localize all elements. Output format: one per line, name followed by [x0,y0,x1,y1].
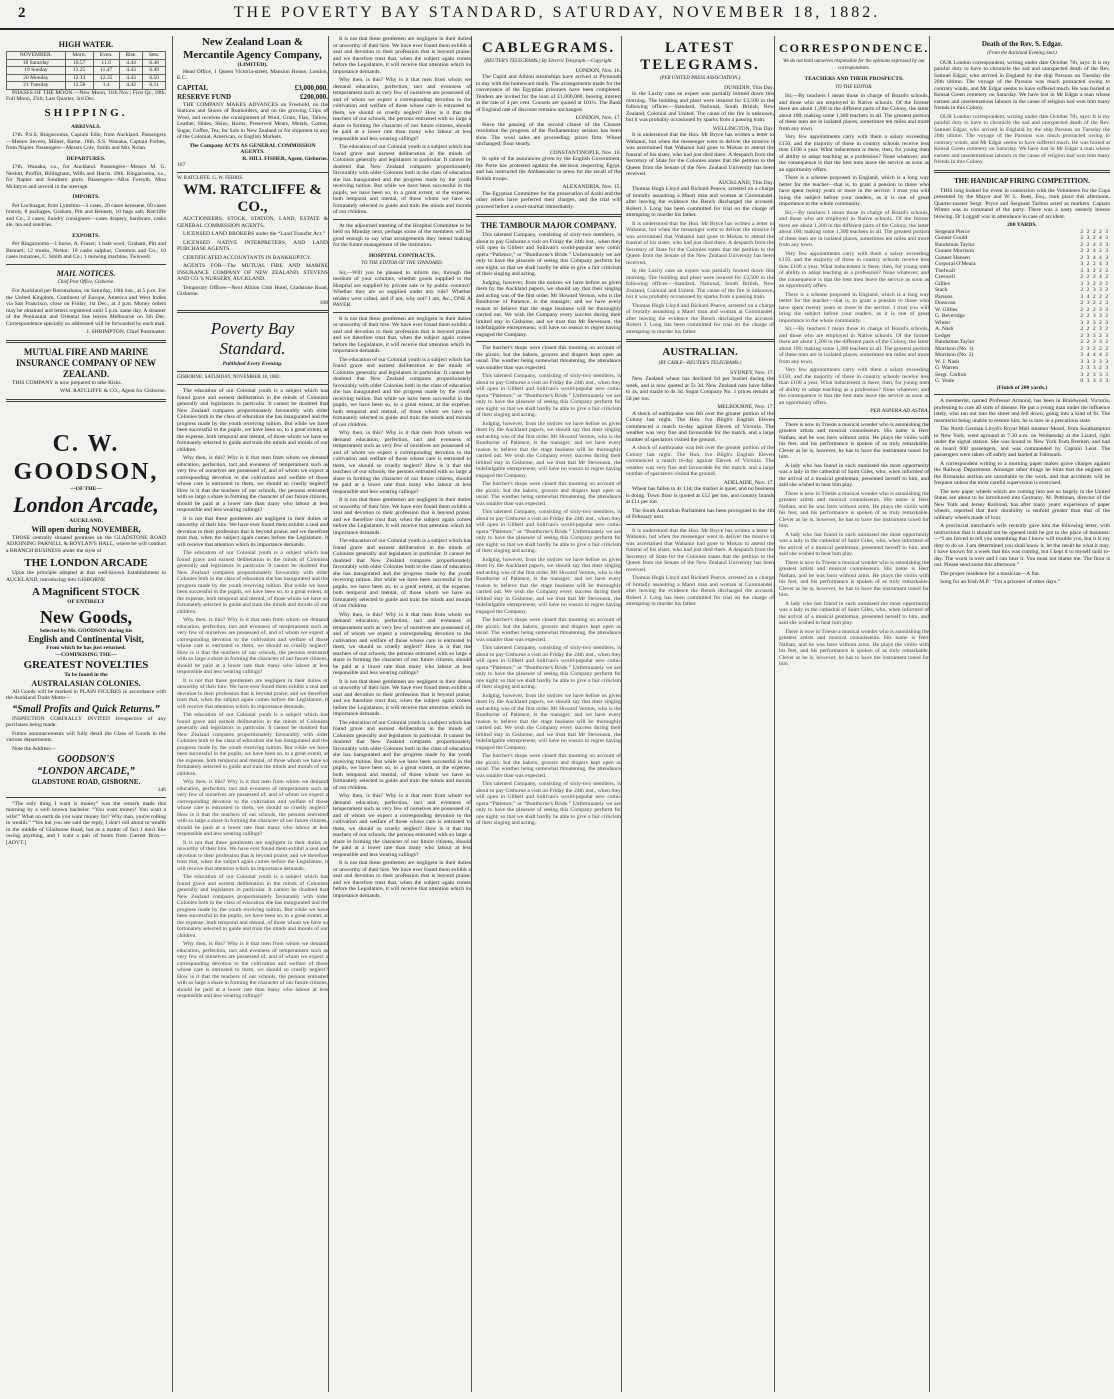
shipping-heading: SHIPPING. [44,106,128,119]
mutual-text: THIS COMPANY is now prepared to take Risks. [12,379,122,386]
misc-steamer: The North German Lloyd's Royal Mail steamer Mosel, from Southampton to New York, went aground at 7.30 a.m. on Wednesday at the Lizard, right under the signal station. She was bound to New York from Bremen, and had on board 600 passengers, and was commanded by Captain Leist. The passengers were taken off safely and landed at Falmouth. [934,426,1110,458]
cablegrams-heading: CABLEGRAMS. [481,40,616,56]
competitor-name: Creswell [935,274,955,280]
goodson-name: C. W. GOODSON, [13,430,159,485]
boots-joke: “The only thing I want is money” was the remark made this morning by a well known bachelor. “You want money! You want a wife!” What on earth do you want money for? Why man, you're rolling in wealth.” “Yes but you see said the reply, I don't roll about to wealth in the middle of Gladstone Road, but as a matter of fact I don't like owing anything, and I want a pair of boots from Garrett Bros.—[ADVT.] [6,800,166,846]
competitor-name: Gunner Hansen [935,254,970,261]
tambour-p1: This talented Company, consisting of sixty-two members, is about to pay Gisborne a visit on Friday the 24th inst., when they will open in Gilbert and Sullivan's world-popular new comic opera “Patience,” or “Bunthorne's Bride.” Unfortunately we are only to have the pleasure of seeing this Company perform for one night; so that we shall hardly be able to give a fair criticism of their singing and acting. [476,232,621,277]
mutual-agent: WM. RATCLIFFE & CO., Agent for Gisborne. [60,388,166,394]
competitor-name: W. Gillies [935,306,958,313]
table-cell: 4.43 [119,67,143,75]
nzloan-head-office: Head Office, 1 Queen Victoria-street, Mansion House, London, E.C. [177,68,328,81]
goodson-australasian: AUSTRALASIAN COLONIES. [31,678,141,688]
goodson-plain: All Goods will be marked in PLAIN FIGURES in accordance with the Auckland Trade Motto— [6,688,166,701]
death-heading: Death of the Rev. S. Edgar. [981,40,1063,48]
mail-text: For Auckland per Rotomahana, on Saturday, 18th inst., at 5 p.m. For the United Kingdom, Continent of Europe, America and West Indies via San Francisco, close on Friday, 1st Dec., at 3 p.m. Money orders may be obtained and letters registered until 5 p.m. same day. A steamer of the Peninsular and Oriental line leaves Melbourne on 5th Dec. Correspondence specially so addressed will be forwarded by each mail. [6,288,166,327]
goodson-from: From which he has just returned. [46,645,126,651]
competitor-scores: 2 2 2 3 3 [1080,306,1109,313]
competitor-scores: 3 2 3 3 3 [1080,371,1109,378]
goodson-entirely: OF ENTIRELY [67,599,105,605]
tambour-p2-cont: Judging, however, from the notices we have before us given them by the Auckland papers, we should say that their singing and acting was of the first order. Mr Howard Vernon, who is the Bunthorne of Patience, is the manager; and we have every reason to believe that the stage business will be thoroughly carried out. We wish the Company every success during their limited stay in Gisborne, and we trust that Mr Stevenson, the indefatigable entrepreneur, will have no reason to regret having engaged the Company. [476,420,621,479]
competitor-scores: 3 3 2 3 3 [1080,358,1109,365]
alexandria-text: The Egyptian Committee for the prosecution of Arabi and the other rebels have preferred their charges, and the trial will proceed before a court-martial immediately. [476,190,621,210]
competitor-scores: 2 2 3 3 2 [1080,287,1109,293]
ratcliffe-line-2: LICENSED LAND BROKERS under the “Land Transfer Act.” [183,231,326,237]
column-7 [929,36,1110,1392]
leader-p3-cont: It is not that these gentlemen are negligent in their duties or unworthy of their hire. We have ever found them exhibit a zeal and devotion to their profession that is beyond praise; and we therefore trust that, when the subject again comes before the Legislature, it will receive that attention which its importance demands. [177,677,328,710]
page-number: 2 [18,5,26,21]
saint-giles-text: A lady who has found in such unmissed the most opportunity was a lady in the cathedral of Saint Giles, who, when informed of the arrival of a musical gentleman, presented herself to him, and said she wished to hear him play. [779,462,929,488]
competitor-name: Winter [935,319,951,326]
table-row [7,67,166,75]
tides-table [6,51,166,90]
adelaide-dateline: ADELAIDE, Nov. 17. [723,479,774,486]
leader-cont-p1-d: The education of our Colonial youth is a subject which has found grave and earnest deliberation in the minds of Colonists generally and legislators in particular. It cannot be doubted that New Zealand compares proportionately favourably with older Colonies both in the class of education she has inaugurated and the progress made by the youth receiving tuition. But while we have been successful in the pupils, we have been so, to a great extent, at the expense, both temporal and mental, of those whom we have so fortunately selected to guide and train the minds and morals of our children. [333,719,471,791]
goodson-address-2: “LONDON ARCADE,” [37,766,135,777]
leader-cont-p3-c: It is not that these gentlemen are negligent in their duties or unworthy of their hire. We have ever found them exhibit a zeal and devotion to their profession that is beyond praise; and we therefore trust that, when the subject again comes before the Legislature, it will receive that attention which its importance demands. [333,497,471,536]
melbourne-text: A shock of earthquake was felt over the greater portion of the Colony last night. The Hon. Ivo Bligh's English Eleven commenced a match to-day against Eleven of Victoria. The weather was very fine and favourable for the match, and a large number of spectators visited the ground. [626,410,774,443]
competitor-scores: 3 2 3 2 3 [1080,319,1109,326]
nzloan-ad-number: 107 [177,162,186,168]
nzloan-reserve-label: RESERVE FUND [177,92,232,101]
table-cell: 4.43 [119,74,143,82]
leader-p3-cont2: It is not that these gentlemen are negligent in their duties or unworthy of their hire. We have ever found them exhibit a zeal and devotion to their profession that is beyond praise; and we therefore trust that, when the subject again comes before the Legislature, it will receive that attention which its importance demands. [177,839,328,872]
leader-p1-cont: The education of our Colonial youth is a subject which has found grave and earnest deliberation in the minds of Colonists generally and legislators in particular. It cannot be doubted that New Zealand compares proportionately favourably with older Colonies both in the class of education she has inaugurated and the progress made by the youth receiving tuition. But while we have been successful in the pupils, we have been so, to a great extent, at the expense, both temporal and mental, of those whom we have so fortunately selected to guide and train the minds and morals of our children. [177,550,328,615]
table-cell: 12.58 [65,82,93,90]
table-cell: 12.35 [93,74,119,82]
column-4 [471,36,621,1392]
goodson-style: THE LONDON ARCADE [24,557,148,569]
imports-text: Per Lochnagar, from Lyttelton—3 cases, 20 cases kerosene, 60 cases brandy, 8 packages; Graham, Pitt and Bennett, 10 bags salt; Ratcliffe and Co., 2 cases; Sundry consignees—cases drapery, hardware, casks ale, tea and sundries. [6,202,166,228]
competitor-name: A. Nash [935,326,954,332]
mail-signature: J. SHRIMPTON, Chief Postmaster. [86,329,166,335]
teachers-p1-cont: Sir,—By teachers I mean those in charge of Board's schools, and those who are employed in Native schools. Of the former there are about 1,200 in the different parts of the Colony, the latter about 100; making some 1,300 teachers in all. The greatest portion of these men are in isolated places, sometimes ten miles and more from any town. [779,209,929,248]
nzloan-text: THE COMPANY MAKES ADVANCES on Freehold, on the Stations and Stores of Runholders, and on the growing Clips of Wool, and receives the consignment of Wool, Grain, Flax, Tallow, Leather, Hides, Skins, Horns, Preserved Meats, Metals, Cotton, Sugar, Coffee, Tea, for Sale in New Zealand or for shipment to any of the Colonial, American, or English Markets. [177,101,328,140]
table-cell: 11.0 [93,59,119,67]
tambour-p3-cont3: The butcher's shops were closed this morning on account of the picnic; but the bakers, grocers and drapers kept open as usual. The weather being somewhat threatening, the attendance was smaller than was expected. [476,753,621,779]
table-row [7,59,166,67]
london-text: The Cupid and Albion steamships have arrived at Plymouth to day with the homeward mails. The arrangements made for the conveyance of the Egyptian prisoners have been completed. Tenders are invited for the loan of £1,000,000, bearing interest at the rate of 4 per cent. Consols are quoted at 101¼. The Bank of England rate of discount remains unchanged. [476,74,621,113]
goodson-novelties: GREATEST NOVELTIES [23,659,149,671]
australian-sub: (BY CABLE—REUTER'S TELEGRAMS.) [658,361,742,366]
leader-cont-p3: It is not that these gentlemen are negligent in their duties or unworthy of their hire. We have ever found them exhibit a zeal and devotion to their profession that is beyond praise; and we therefore trust that, when the subject again comes before the Legislature, it will receive that attention which its importance demands. [333,36,471,75]
table-cell: 20 Monday [7,74,66,82]
table-cell: 4.44 [119,59,143,67]
ratcliffe-line-4: CERTIFICATED ACCOUNTANTS IN BANKRUPTCY. [183,254,312,261]
competitor-scores: 2 2 4 3 3 [1080,241,1109,248]
mail-heading: MAIL NOTICES. [56,268,116,278]
mutual-heading: MUTUAL FIRE AND MARINE INSURANCE COMPANY OF NEW ZEALAND. [16,346,156,379]
competitor-scores: 3 3 2 2 2 [1080,267,1109,274]
goodson-ad-number: 146 [157,787,166,793]
sydney2-text: The South Australian Parliament has been prorogued to the 4th of February next. [626,507,774,520]
table-cell: 19 Sunday [7,67,66,75]
teachers-p3-cont: There is a scheme proposed in England, which is a long way better for the teacher—that is, to grant a pension to those who have spent twenty years or more in the service. I trust you will bring the subject before your readers, as it is one of great importance to the whole community. [779,291,929,324]
paper-published: Published Every Evening. [222,361,283,367]
table-header: Rise. [119,52,143,60]
teachers-p2-cont: Very few appointments carry with them a salary exceeding £150, and the majority of those in country schools receive less than £100 a year. What inducement is there, then, for young men of ability to adopt teaching as a profession? None whatever; and the consequence is that the best men leave the service as soon as an opportunity offers. [779,250,929,289]
table-cell: 6.50 [143,74,166,82]
nzloan-capital-label: CAPITAL [177,83,208,92]
sydney-text: New Zealand wheat has declined 6d per bushel during the week, and is now quoted at 5s 3d. New Zealand oats have fallen to 4s, and maize to 4s 3d. Sugar Company No. 1 prices remain at 5d per ton. [626,376,774,402]
death-sub: (From the Auckland Evening Star.) [987,51,1057,56]
leader-cont-p2-b: Why then, is this? Why is it that men from whom we demand education, perfection, tact and evenness of temperament such as very few of ourselves are possessed of, and of whom we expect a corresponding devotion to the cultivation and welfare of those whose care is entrusted to them, we should so cruelly neglect? How is it that the teachers of our schools, the persons entrusted with so large a share in forming the character of our future citizens, should be paid at a lower rate than many who labour at less responsible and less wearing callings? [333,430,471,495]
table-header: Sets. [143,52,166,60]
table-cell: 11.47 [93,67,119,75]
trieste-text-cont: There is now in Trieste a musical wonder who is astonishing the greatest artists and musical connoisseurs. His name is Herr Nathan, and he was born without arms. He plays the violin with his feet, and his performance is spoken of as truly remarkable. Clever as he is, however, he has to have the instrument tuned for him. [779,490,929,529]
goodson-note: Note the Address— [12,745,57,752]
saint-giles-text-cont2: A lady who has found in such unmissed the most opportunity was a lady in the cathedral of Saint Giles, who, when informed of the arrival of a musical gentleman, presented herself to him, and said she wished to hear him play. [779,600,929,626]
ratcliffe-firm: WM. RATCLIFFE & CO., [183,182,322,215]
hospital-letter-sub: TO THE EDITOR OF THE STANDARD. [361,261,443,266]
competitor-name: Morrison (No. 2) [935,352,974,358]
leader-cont-p1: The education of our Colonial youth is a subject which has found grave and earnest deliberation in the minds of Colonists generally and legislators in particular. It cannot be doubted that New Zealand compares proportionately favourably with older Colonies both in the class of education she has inaugurated and the progress made by the youth receiving tuition. But while we have been successful in the pupils, we have been so, to a great extent, at the expense, both temporal and mental, of those whom we have so fortunately selected to guide and train the minds and morals of our children. [333,144,471,215]
goodson-address-1: GOODSON'S [57,754,115,765]
page-header [0,0,1114,30]
table-cell: 6.49 [143,67,166,75]
tambour-p2-cont2: Judging, however, from the notices we have before us given them by the Auckland papers, we should say that their singing and acting was of the first order. Mr Howard Vernon, who is the Bunthorne of Patience, is the manager; and we have every reason to believe that the stage business will be thoroughly carried out. We wish the Company every success during their limited stay in Gisborne, and we trust that Mr Stevenson, the indefatigable entrepreneur, will have no reason to regret having engaged the Company. [476,556,621,615]
auckland-text-cont2: Thomas Hugh Lloyd and Richard Pearce, arrested on a charge of brutally assaulting a Maori man and woman at Coromandel, after leaving the evidence the Bench discharged the accused. Robert J. Long has been committed for trial on the charge of attempting to murder his father. [626,575,774,607]
leader-p2-cont3: Why then, is this? Why is it that men from whom we demand education, perfection, tact and evenness of temperament such as very few of ourselves are possessed of, and of whom we expect a corresponding devotion to the cultivation and welfare of those whose care is entrusted to them, we should so cruelly neglect? How is it that the teachers of our schools, the persons entrusted with so large a share in forming the character of our future citizens, should be paid at a lower rate than many who labour at less responsible and less wearing callings? [177,941,328,999]
leader-cont-p1-b: The education of our Colonial youth is a subject which has found grave and earnest deliberation in the minds of Colonists generally and legislators in particular. It cannot be doubted that New Zealand compares proportionately favourably with older Colonies both in the class of education she has inaugurated and the progress made by the youth receiving tuition. But while we have been successful in the pupils, we have been so, to a great extent, at the expense, both temporal and mental, of those whom we have so fortunately selected to guide and train the minds and morals of our children. [333,356,471,428]
competitor-scores: 3 2 2 4 3 [1080,261,1109,267]
departures-heading: DEPARTURES. [66,155,106,162]
competitor-scores: 2 3 3 2 3 [1080,332,1109,339]
arrivals-heading: ARRIVALS. [71,123,101,130]
tambour-p2: Judging, however, from the notices we have before us given them by the Auckland papers, we should say that their singing and acting was of the first order. Mr Howard Vernon, who is the Bunthorne of Patience, is the manager; and we have every reason to believe that the stage business will be thoroughly carried out. We wish the Company every success during their limited stay in Gisborne, and we trust that Mr Stevenson, the indefatigable entrepreneur, will have no reason to regret having engaged the Company. [476,279,621,338]
table-cell: 10.57 [65,59,93,67]
table-cell: 21 Tuesday [7,82,66,90]
ratcliffe-line-1: AUCTIONEERS, STOCK, STATION, LAND, ESTATE & GENERAL COMMISSION AGENTS. [177,216,328,229]
competitor-name: Parsons [935,293,953,300]
tambour-p3-cont2: The butcher's shops were closed this morning on account of the picnic; but the bakers, grocers and drapers kept open as usual. The weather being somewhat threatening, the attendance was smaller than was expected. [476,617,621,643]
paper-dateline: GISBORNE: SATURDAY, NOVEMBER 18, 1882. [177,374,281,380]
death-text-cont: OUR London correspondent, writing under date October 7th, says: It is my painful duty to have to chronicle the sad and unexpected death of the Rev. Samuel Edgar, who arrived in England by the ship Parsons on Tuesday the 26th ultimo. The voyage of the Parsons was much protracted owing to contrary winds, and Mr Edgar seems to have suffered much. He was buried at Kensal Green cemetery on Saturday. We have lost in Mr Edgar a man whose earnest and unostentatious labours in the cause of religion had won him many friends in this Colony. [934,113,1110,165]
moon-phases: PHASES OF THE MOON.—New Moon, 11th Nov.; First Qr., 18th; Full Moon, 25th; Last Quarter, 3rd Dec. [6,89,166,102]
nzloan-reserve: £200,000. [300,92,328,101]
goodson-principle: Upon the principle adopted at that well-known Establishment in AUCKLAND, introducing into GISBORNE [6,570,166,583]
goodson-city: AUCKLAND, [69,518,103,524]
nzloan-limited: (LIMITED). [237,62,268,68]
leader-cont-p2-d: Why then, is this? Why is it that men from whom we demand education, perfection, tact and evenness of temperament such as very few of ourselves are possessed of, and of whom we expect a corresponding devotion to the cultivation and welfare of those whose care is entrusted to them, we should so cruelly neglect? How is it that the teachers of our schools, the persons entrusted with so large a share in forming the character of our future citizens, should be paid at a lower rate than many who labour at less responsible and less wearing callings? [333,793,471,858]
competitor-name: Thelwall [935,267,955,274]
competitor-scores: 2 3 3 2 3 [1080,365,1109,371]
handicap-text: THIS long looked for event in connection with the Volunteers for the Cups presented by the Mayor and W. L. Rees, Esq., took place this afternoon. Quarter-master Sergt. Pryce and Sergeant Tarlton acted as markers. Captain Winter was in command of the party. There was a nasty easterly breeze blowing. Dr Loggatt was in attendance in case of accident. [934,187,1110,220]
handicap-finish: (Finish of 200 yards.) [996,384,1048,391]
goodson-future: Future announcements will fully detail the Class of Goods in the various departments. [6,730,166,743]
hospital-text: At the adjourned meeting of the Hospital Committee to be held on Monday next, perhaps some of the members will be good enough to say what arrangements they intend making for the future management of the institution. [333,222,471,248]
competitor-name: Gillies [935,280,950,287]
competitor-name: W. J. Nash [935,358,960,365]
competitor-name: Corporal O'Meara [935,261,976,267]
tambour-p1-cont2: This talented Company, consisting of sixty-two members, is about to pay Gisborne a visit on Friday the 24th inst., when they will open in Gilbert and Sullivan's world-popular new comic opera “Patience,” or “Bunthorne's Bride.” Unfortunately we are only to have the pleasure of seeing this Company perform for one night; so that we shall hardly be able to give a fair criticism of their singing and acting. [476,509,621,554]
competitor-scores: 2 2 2 4 2 [1080,274,1109,280]
nzloan-capital-row [177,84,328,93]
score-table [934,229,1110,385]
teachers-signoff: PER ASPERA AD ASTRA. [870,408,929,414]
teachers-p2: Very few appointments carry with them a salary exceeding £150, and the majority of those in country schools receive less than £100 a year. What inducement is there, then, for young men of ability to adopt teaching as a profession? None whatever; and the consequence is that the best men leave the service as soon as an opportunity offers. [779,134,929,173]
mail-sub: Chief Post Office, Gisborne. [57,279,115,285]
handicap-range: 200 YARDS. [1007,222,1037,228]
dunedin-text-cont: In the Laxity case an expert was partially burned down this morning. The building and plant were insured for £3,500 in the following offices:—Standard, National, South British, New Zealand, Colonial and United. The cause of the fire is unknown, but it was probably occasioned by sparks from a passing train. [626,268,774,300]
saint-giles-text-cont: A lady who has found in such unmissed the most opportunity was a lady in the cathedral of Saint Giles, who, when informed of the arrival of a musical gentleman, presented herself to him, and said she wished to hear him play. [779,531,929,557]
ratcliffe-agents: AGENTS FOR—The MUTUAL FIRE AND MARINE INSURANCE COMPANY OF NEW ZEALAND. STEVENS AND CO.'S NURSERY, AUCKLAND. [177,263,328,282]
competitor-scores: 2 3 2 2 2 [1080,345,1109,352]
nzloan-acts: The Company ACTS AS GENERAL COMMISSION AGENTS. [189,142,316,155]
table-cell: 6.51 [143,82,166,90]
competitor-name: G. Veale [935,378,955,384]
misc-merchant-letter: A provincial merchant's wife recently gave him the following letter, with instructions that it should not be opened until he got to the place of business:—“I am forced to tell you something that I know will trouble you, but it is my duty to do so. I am determined you shall know it, let the result be what it may. I have known for a week that this was coming, but I kept it to myself until to-day. The worst is over and I can bear it. You must not blame me. The flour is out. Please send some this afternoon.” [934,523,1110,568]
page-title: THE POVERTY BAY STANDARD, SATURDAY, NOVEMBER 18, 1882. [233,4,881,21]
melbourne-dateline: MELBOURNE, Nov. 17. [717,404,774,410]
dunedin-dateline: DUNEDIN, This Day. [724,84,774,91]
goodson-found: To be found in the [64,672,108,678]
competitor-name: G. Beveridge [935,313,965,319]
column-5 [621,36,774,1392]
teachers-p3: There is a scheme proposed in England, which is a long way better for the teacher—that is, to grant a pension to those who have spent twenty years or more in the service. I trust you will bring the subject before your readers, as it is one of great importance to the whole community. [779,175,929,207]
london2-text: Since the passing of the second clause of the Closure resolution the progress of the Parliamentary session has been slow. The wool sales are proceeding; prices firm. Wheat unchanged; flour steady. [476,121,621,147]
goodson-of-the: —OF THE— [70,485,102,492]
correspondence-sub: We do not hold ourselves responsible for the opinions expressed by our correspondents. [782,59,926,71]
tambour-p1-cont3: This talented Company, consisting of sixty-two members, is about to pay Gisborne a visit on Friday the 24th inst., when they will open in Gilbert and Sullivan's world-popular new comic opera “Patience,” or “Bunthorne's Bride.” Unfortunately we are only to have the pleasure of seeing this Company perform for one night; so that we shall hardly be able to give a fair criticism of their singing and acting. [476,645,621,690]
competitor-scores: 2 2 4 2 3 [1080,248,1109,254]
exports-heading: EXPORTS. [72,232,100,239]
teachers-heading: TEACHERS AND THEIR PROSPECTS. [804,76,904,82]
wellington-dateline: WELLINGTON, This Day. [712,125,774,132]
competitor-name: Sergt. Carlton [935,371,967,378]
competitor-name: Gunner Morrison [935,248,974,254]
competitor-name: Sergeant Pierce [935,228,970,235]
competitor-name: Stack [935,287,948,293]
handicap-heading: THE HANDICAP FIRING COMPETITION. [954,176,1090,185]
dunedin-text: In the Laxity case an expert was partially burned down this morning. The building and plant were insured for £3,500 in the following offices:—Standard, National, South British, New Zealand, Colonial and United. The cause of the fire is unknown, but it was probably occasioned by sparks from a passing train. [626,91,774,123]
ratcliffe-line-3: LICENSED NATIVE INTERPRETERS, AND LAND PURCHASE AGENTS. [177,239,328,252]
arrivals-text: 17th. P.S.S. Ringarooma, Captain Edie, from Auckland. Passengers—Messrs Severn, Milner, Barne. 18th. S.S. Wanaka, Captain Forbes, from Napier. Passengers—Messrs Cole, Smith and Mrs Nolan. [6,132,166,151]
competitor-scores: 3 4 4 4 2 [1080,352,1109,358]
misc-railway: A correspondent writing to a morning paper makes grave charges against the Railway Department. Amongst other things he hints that the engines on the Rimutaka section are unsuitable to the work, and that accidents will be frequent unless the most careful supervision is exercised. [934,460,1110,486]
competitor-scores: 2 2 2 3 2 [1080,326,1109,332]
goodson-selected: Selected by Mr. GOODSON during his [39,627,133,634]
departures-text: 17th. Wanaka, s.s., for Auckland. Passengers—Messrs M. G. Nesbitt, Proffitt, Billingham, Wills and Harris. 18th. Ringarooma, s.s., for Napier and Southern ports. Passengers—Miss Forsyth, Miss McIntyre and several in the steerage. [6,164,166,190]
australian-heading: AUSTRALIAN. [662,346,738,358]
nzloan-capital: £3,000,000. [294,83,328,92]
competitor-name: Gunner Gould [935,235,968,241]
table-cell: 18 Saturday [7,59,66,67]
melbourne-text-cont: A shock of earthquake was felt over the greater portion of the Colony last night. The Hon. Ivo Bligh's English Eleven commenced a match to-day against Eleven of Victoria. The weather was very fine and favourable for the match, and a large number of spectators visited the ground. [626,445,774,477]
misc-irish-song: Song for an Irish M.P.: “I'm a prisoner of other days.” [940,579,1061,585]
sydney-dateline: SYDNEY, Nov. 17. [730,369,774,376]
misc-musician: The proper residence for a musician—A flat. [940,570,1041,577]
table-header: Morn. [65,52,93,60]
table-header: Even. [93,52,119,60]
goodson-comprising: —COMPRISING THE— [55,651,117,658]
leader-p1: The education of our Colonial youth is a subject which has found grave and earnest deliberation in the minds of Colonists generally and legislators in particular. It cannot be doubted that New Zealand compares proportionately favourably with older Colonies both in the class of education she has inaugurated and the progress made by the youth receiving tuition. But while we have been successful in the pupils, we have been so, to a great extent, at the expense, both temporal and mental, of those whom we have so fortunately selected to guide and train the minds and morals of our children. [177,388,328,453]
hospital-letter-heading: HOSPITAL CONTRACTS. [368,252,436,259]
leader-p2-cont2: Why then, is this? Why is it that men from whom we demand education, perfection, tact and evenness of temperament such as very few of ourselves are possessed of, and of whom we expect a corresponding devotion to the cultivation and welfare of those whose care is entrusted to them, we should so cruelly neglect? How is it that the teachers of our schools, the persons entrusted with so large a share in forming the character of our future citizens, should be paid at a lower rate than many who labour at less responsible and less wearing callings? [177,779,328,837]
exports-text: Per Ringarooma—1 horse, A. Fraser; 1 bale wool, Graham, Pitt and Bennett; 12 trunks, Nestor; 10 casks sulphur, Common and Co.; 10 cases tomatoes, C. Smith and Co.; 1 mowing machine, Twiswell. [6,241,166,260]
nzloan-heading: New Zealand Loan & Mercantile Agency Company, [183,36,322,61]
competitor-name: Donovan [935,300,956,306]
tambour-p1-cont: This talented Company, consisting of sixty-two members, is about to pay Gisborne a visit on Friday the 24th inst., when they will open in Gilbert and Sullivan's world-popular new comic opera “Patience,” or “Bunthorne's Bride.” Unfortunately we are only to have the pleasure of seeing this Company perform for one night; so that we shall hardly be able to give a fair criticism of their singing and acting. [476,373,621,418]
tambour-p2-cont3: Judging, however, from the notices we have before us given them by the Auckland papers, we should say that their singing and acting was of the first order. Mr Howard Vernon, who is the Bunthorne of Patience, is the manager; and we have every reason to believe that the stage business will be thoroughly carried out. We wish the Company every success during their limited stay in Gisborne, and we trust that Mr Stevenson, the indefatigable entrepreneur, will have no reason to regret having engaged the Company. [476,692,621,751]
trieste-text-cont2: There is now in Trieste a musical wonder who is astonishing the greatest artists and musical connoisseurs. His name is Herr Nathan, and he was born without arms. He plays the violin with his feet, and his performance is spoken of as truly remarkable. Clever as he is, however, he has to have the instrument tuned for him. [779,559,929,598]
table-cell: 1.4 [93,82,119,90]
goodson-open: Will open during NOVEMBER, [31,524,141,534]
goodson-arcade: London Arcade, [13,492,159,517]
nzloan-reserve-row [177,93,328,102]
trieste-text: There is now in Trieste a musical wonder who is astonishing the greatest artists and musical connoisseurs. His name is Herr Nathan, and he was born without arms. He plays the violin with his feet, and his performance is spoken of as truly remarkable. Clever as he is, however, he has to have the instrument tuned for him. [779,421,929,460]
auckland-text: Thomas Hugh Lloyd and Richard Pearce, arrested on a charge of brutally assaulting a Maori man and woman at Coromandel, after leaving the evidence the Bench discharged the accused. Robert J. Long has been committed for trial on the charge of attempting to murder his father. [626,186,774,218]
column-3 [328,36,471,1392]
alexandria-dateline: ALEXANDRIA, Nov. 15. [562,184,621,190]
goodson-address-3: GLADSTONE ROAD, GISBORNE. [31,778,141,786]
wellington-text-cont: It is understood that the Hon. Mr Bryce has written a letter to Wahanui, but when the messenger went to deliver the missive it was ascertained that Wahanui had gone to Mokau to attend the funeral of his sister, who had just died there. A despatch from the Secretary of State for the Colonies states that the petition to the Queen from the Senate of the New Zealand University has been received. [626,220,774,266]
cablegrams-sub: (REUTER'S TELEGRAMS.) By Electric Telegraph.—Copyright. [484,59,613,64]
competitor-name: Morrison (No. 1) [935,345,974,352]
column-6 [774,36,929,1392]
wellington-text-cont2: It is understood that the Hon. Mr Bryce has written a letter to Wahanui, but when the messenger went to deliver the missive it was ascertained that Wahanui had gone to Mokau to attend the funeral of his sister, who had just died there. A despatch from the Secretary of State for the Colonies states that the petition to the Queen from the Senate of the New Zealand University has been received. [626,527,774,573]
competitor-scores: 0 3 3 3 3 [1080,378,1109,384]
leader-p3: It is not that these gentlemen are negligent in their duties or unworthy of their hire. We have ever found them exhibit a zeal and devotion to their profession that is beyond praise; and we therefore trust that, when the subject again comes before the Legislature, it will receive that attention which its importance demands. [177,515,328,548]
table-header-row [7,52,166,60]
table-cell: 12.13 [65,74,93,82]
goodson-stock: A Magnificent STOCK [32,586,140,598]
tambour-p3-cont: The butcher's shops were closed this morning on account of the picnic; but the bakers, grocers and drapers kept open as usual. The weather being somewhat threatening, the attendance was smaller than was expected. [476,481,621,507]
competitor-scores: 2 2 3 3 2 [1080,313,1109,319]
column-2 [172,36,328,1392]
competitor-scores: 2 3 2 2 3 [1080,300,1109,306]
auckland-text-cont: Thomas Hugh Lloyd and Richard Pearce, arrested on a charge of brutally assaulting a Maori man and woman at Coromandel, after leaving the evidence the Bench discharged the accused. Robert J. Long has been committed for trial on the charge of attempting to murder his father. [626,302,774,335]
column-1 [6,36,166,1392]
tambour-p1-cont4: This talented Company, consisting of sixty-two members, is about to pay Gisborne a visit on Friday the 24th inst., when they will open in Gilbert and Sullivan's world-popular new comic opera “Patience,” or “Bunthorne's Bride.” Unfortunately we are only to have the pleasure of seeing this Company perform for one night; so that we shall hardly be able to give a fair criticism of their singing and acting. [476,781,621,826]
competitor-name: Ledger [935,332,951,339]
leader-cont-p3-d: It is not that these gentlemen are negligent in their duties or unworthy of their hire. We have ever found them exhibit a zeal and devotion to their profession that is beyond praise; and we therefore trust that, when the subject again comes before the Legislature, it will receive that attention which its importance demands. [333,678,471,717]
leader-p1-cont3: The education of our Colonial youth is a subject which has found grave and earnest deliberation in the minds of Colonists generally and legislators in particular. It cannot be doubted that New Zealand compares proportionately favourably with older Colonies both in the class of education she has inaugurated and the progress made by the youth receiving tuition. But while we have been successful in the pupils, we have been so, to a great extent, at the expense, both temporal and mental, of those whom we have so fortunately selected to guide and train the minds and morals of our children. [177,874,328,939]
trieste-text-cont3: There is now in Trieste a musical wonder who is astonishing the greatest artists and musical connoisseurs. His name is Herr Nathan, and he was born without arms. He plays the violin with his feet, and his performance is spoken of as truly remarkable. Clever as he is, however, he has to have the instrument tuned for him. [779,628,929,667]
leader-cont-p2: Why then, is this? Why is it that men from whom we demand education, perfection, tact and evenness of temperament such as very few of ourselves are possessed of, and of whom we expect a corresponding devotion to the cultivation and welfare of those whose care is entrusted to them, we should so cruelly neglect? How is it that the teachers of our schools, the persons entrusted with so large a share in forming the character of our future citizens, should be paid at a lower rate than many who labour at less responsible and less wearing callings? [333,77,471,142]
table-row [7,82,166,90]
goodson-motto: “Small Profits and Quick Returns.” [12,703,160,715]
london-dateline: LONDON, Nov. 16. [575,67,621,74]
auckland-dateline: AUCKLAND, This Day. [718,179,774,186]
teachers-p1-cont2: Sir,—By teachers I mean those in charge of Board's schools, and those who are employed in Native schools. Of the former there are about 1,200 in the different parts of the Colony, the latter about 100; making some 1,300 teachers in all. The greatest portion of these men are in isolated places, sometimes ten miles and more from any town. [779,326,929,365]
competitor-scores: 3 3 2 3 2 [1080,280,1109,287]
leader-cont-p3-b: It is not that these gentlemen are negligent in their duties or unworthy of their hire. We have ever found them exhibit a zeal and devotion to their profession that is beyond praise; and we therefore trust that, when the subject again comes before the Legislature, it will receive that attention which its importance demands. [333,315,471,354]
ratcliffe-names: W. RATCLIFFE. G. W. FERRIS. [177,175,244,181]
paper-title: Poverty Bay Standard. [210,319,295,358]
leader-p2-cont: Why then, is this? Why is it that men from whom we demand education, perfection, tact and evenness of temperament such as very few of ourselves are possessed of, and of whom we expect a corresponding devotion to the cultivation and welfare of those whose care is entrusted to them, we should so cruelly neglect? How is it that the teachers of our schools, the persons entrusted with so large a share in forming the character of our future citizens, should be paid at a lower rate than many who labour at less responsible and less wearing callings? [177,617,328,675]
constantinople-dateline: CONSTANTINOPLE, Nov. 16. [549,149,621,156]
teachers-p1: Sir,—By teachers I mean those in charge of Board's schools, and those who are employed in Native schools. Of the former there are about 1,200 in the different parts of the Colony, the latter about 100; making some 1,300 teachers in all. The greatest portion of these men are in isolated places, sometimes ten miles and more from any town. [779,93,929,132]
table-cell: 6.48 [143,59,166,67]
ratcliffe-office: Temporary Offices—Next Albion Club Hotel, Gladstone Road, Gisborne. [177,284,328,297]
leader-cont-p3-e: It is not that these gentlemen are negligent in their duties or unworthy of their hire. We have ever found them exhibit a zeal and devotion to their profession that is beyond praise; and we therefore trust that, when the subject again comes before the Legislature, it will receive that attention which its importance demands. [333,860,471,899]
table-cell: 11.25 [65,67,93,75]
table-row [7,74,166,82]
correspondence-heading: CORRESPONDENCE. [779,41,929,55]
tambour-p3: The butcher's shops were closed this morning on account of the picnic; but the bakers, grocers and drapers kept open as usual. The weather being somewhat threatening, the attendance was smaller than was expected. [476,345,621,371]
leader-p1-cont2: The education of our Colonial youth is a subject which has found grave and earnest deliberation in the minds of Colonists generally and legislators in particular. It cannot be doubted that New Zealand compares proportionately favourably with older Colonies both in the class of education she has inaugurated and the progress made by the youth receiving tuition. But while we have been successful in the pupils, we have been so, to a great extent, at the expense, both temporal and mental, of those whom we have so fortunately selected to guide and train the minds and morals of our children. [177,712,328,777]
table-header: NOVEMBER. [7,52,66,60]
leader-cont-p2-c: Why then, is this? Why is it that men from whom we demand education, perfection, tact and evenness of temperament such as very few of ourselves are possessed of, and of whom we expect a corresponding devotion to the cultivation and welfare of those whose care is entrusted to them, we should so cruelly neglect? How is it that the teachers of our schools, the persons entrusted with so large a share in forming the character of our future citizens, should be paid at a lower rate than many who labour at less responsible and less wearing callings? [333,611,471,676]
misc-mesmerist: A mesmerist, named Professor Armond, has been in Braidwood, Victoria, professing to cure all sorts of disease. He put a young man under the influence lately, who ran out into the street and fell down, going into a kind of fit. The mesmerist being unable to restore him, he is now in a precarious state. [934,398,1110,424]
adelaide-text: Wheat has fallen to 4s 11d; the market is quiet, and no business is doing. Town flour is quoted at £12 per ton, and country brands at £11 per ton. [626,486,774,505]
latest-heading: LATEST TELEGRAMS. [640,40,760,73]
competitor-scores: 2 2 2 2 3 [1080,228,1109,235]
goodson-english: English and Continental Visit, [28,634,144,644]
hospital-letter: Sir,—Will you be pleased to inform me, through the medium of your columns, whether goods supplied to the Hospital are supplied by private sale or by public contract? Whether they are so supplied under any rule? Whether tenders were called, and if not, why not? I am, &c., ONE A PAYER. [333,269,471,308]
goodson-new-goods: New Goods, [39,606,132,627]
wellington-text: It is understood that the Hon. Mr Bryce has written a letter to Wahanui, but when the messenger went to deliver the missive it was ascertained that Wahanui had gone to Mokau to attend the funeral of his sister, who had just died there. A despatch from the Secretary of State for the Colonies states that the petition to the Queen from the Senate of the New Zealand University has been received. [626,132,774,177]
leader-p2: Why then, is this? Why is it that men from whom we demand education, perfection, tact and evenness of temperament such as very few of ourselves are possessed of, and of whom we expect a corresponding devotion to the cultivation and welfare of those whose care is entrusted to them, we should so cruelly neglect? How is it that the teachers of our schools, the persons entrusted with so large a share in forming the character of our future citizens, should be paid at a lower rate than many who labour at less responsible and less wearing callings? [177,455,328,513]
nzloan-agent: R. HILL FISHER, Agent, Gisborne. [242,155,328,162]
table-cell: 4.42 [119,82,143,90]
london2-dateline: LONDON, Nov. 17. [575,115,621,121]
competitor-scores: 2 2 3 3 2 [1080,339,1109,345]
tides-heading: HIGH WATER. [58,40,114,49]
teachers-to: TO THE EDITOR. [835,84,873,90]
leader-cont-p1-c: The education of our Colonial youth is a subject which has found grave and earnest deliberation in the minds of Colonists generally and legislators in particular. It cannot be doubted that New Zealand compares proportionately favourably with older Colonies both in the class of education she has inaugurated and the progress made by the youth receiving tuition. But while we have been successful in the pupils, we have been so, to a great extent, at the expense, both temporal and mental, of those whom we have so fortunately selected to guide and train the minds and morals of our children. [333,538,471,609]
teachers-p2-cont2: Very few appointments carry with them a salary exceeding £150, and the majority of those in country schools receive less than £100 a year. What inducement is there, then, for young men of ability to adopt teaching as a profession? None whatever; and the consequence is that the best men leave the service as soon as an opportunity offers. [779,367,929,406]
constantinople-text: In spite of the assurances given by the English Government, the Porte has protested against the decision respecting Egypt, and has instructed the Ambassador to press for the recall of the British troops. [476,156,621,182]
ratcliffe-ad-number: 108 [319,299,328,306]
competitor-name: Bandsman Taylor [935,339,975,345]
competitor-name: Bandsman Taylor [935,241,975,248]
competitor-scores: 2 3 2 4 3 [1080,235,1109,241]
competitor-name: G. Warren [935,365,959,371]
death-text: OUR London correspondent, writing under date October 7th, says: It is my painful duty to have to chronicle the sad and unexpected death of the Rev. Samuel Edgar, who arrived in England by the ship Parsons on Tuesday the 26th ultimo. The voyage of the Parsons was much protracted owing to contrary winds, and Mr Edgar seems to have suffered much. He was buried at Kensal Green cemetery on Saturday. We have lost in Mr Edgar a man whose earnest and unostentatious labours in the cause of religion had won him many friends in this Colony. [934,59,1110,111]
goodson-intro: THOSE centrally situated premises on the GLADSTONE ROAD ADJOINING PARNELL & BOYLAN'S HALL, where he will conduct a BRANCH BUSINESS under the style of [6,534,166,554]
competitor-scores: 2 3 4 4 3 [1080,254,1109,261]
latest-sub: (PER UNITED PRESS ASSOCIATION.) [659,76,741,81]
tambour-heading: THE TAMBOUR MAJOR COMPANY. [480,221,617,230]
competitor-scores: 3 4 2 2 2 [1080,293,1109,300]
imports-heading: IMPORTS. [72,194,100,200]
goodson-inspection: INSPECTION CORDIALLY INVITED Irrespective of any purchases being made. [6,715,166,728]
misc-paper-wheels: The new paper wheels which are coming into use so largely in the United States are about to be introduced into Germany. M. Pettiman, director of the New York and Jersey Railroad, has after many years' experience of paper wheels, reported that their durability is tenfold greater than that of the ordinary wheels made of iron. [934,488,1110,521]
